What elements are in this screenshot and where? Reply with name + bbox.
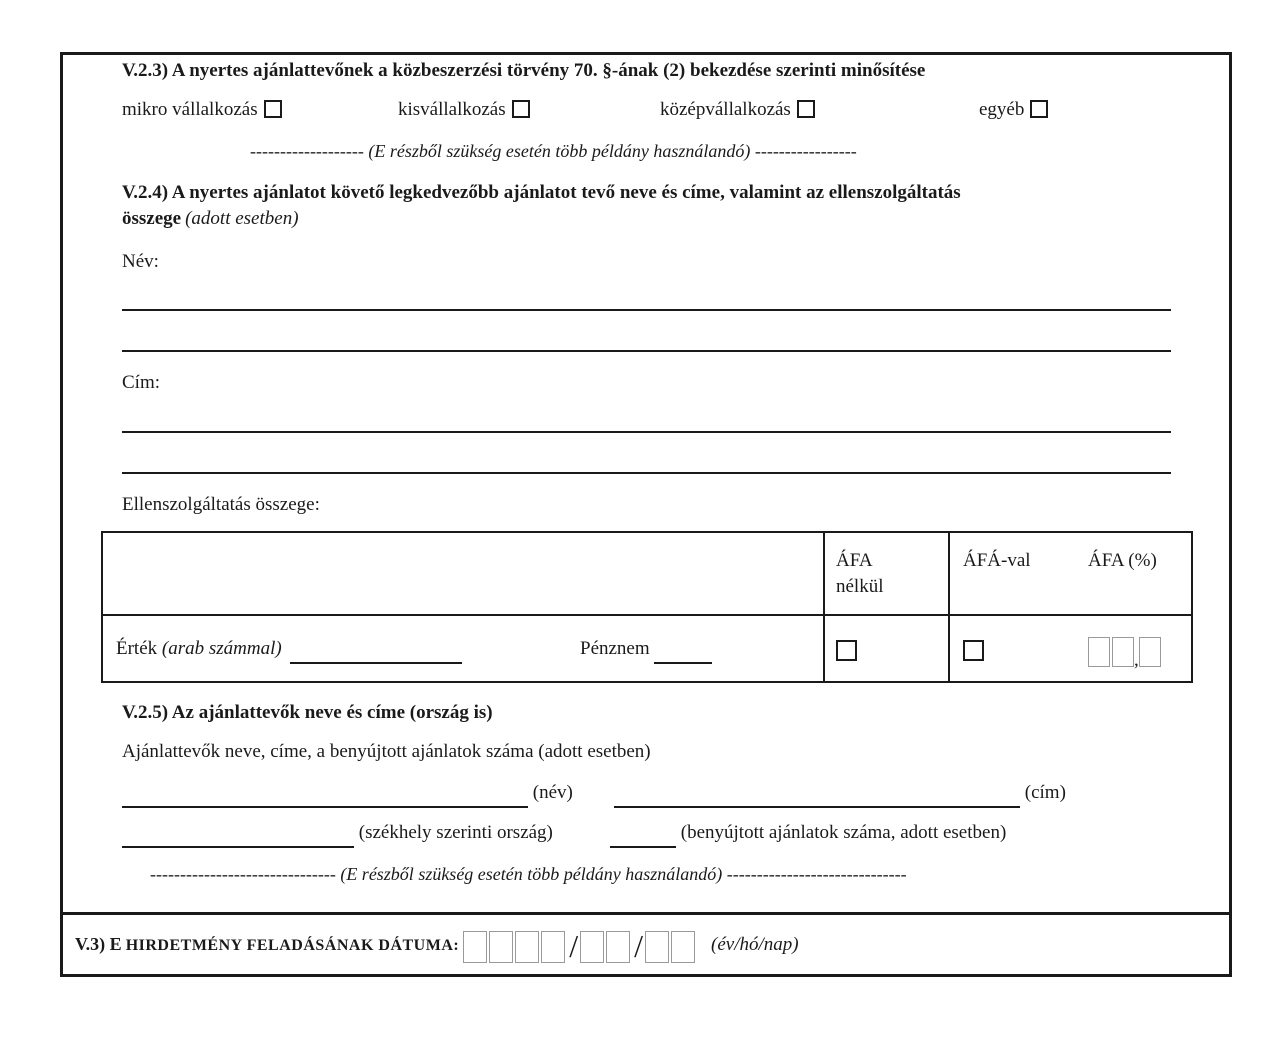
col-afa-nelkul-line1: ÁFA <box>836 550 873 571</box>
address-line-1[interactable] <box>122 431 1171 433</box>
orszag-label: (székhely szerinti ország) <box>358 822 553 843</box>
option-mikro <box>122 99 282 121</box>
option-egyeb-checkbox[interactable] <box>1030 100 1048 118</box>
name-line-1[interactable] <box>122 309 1171 311</box>
option-kozep <box>660 99 815 121</box>
afa-pct-comma: , <box>1134 649 1139 671</box>
ertek-label: Érték <box>116 638 158 659</box>
cim-label: (cím) <box>1024 782 1066 803</box>
afa-pct-digit-2[interactable] <box>1112 637 1134 667</box>
szam-label: (benyújtott ajánlatok száma, adott esetben) <box>680 822 1007 843</box>
penznem-row <box>580 638 712 664</box>
date-day-2[interactable] <box>671 931 695 963</box>
v3-prefix: V.3) E <box>75 934 122 955</box>
amount-table <box>101 531 1193 683</box>
option-kis <box>398 99 530 121</box>
afa-nelkul-checkbox[interactable] <box>836 640 857 661</box>
nev-input-line[interactable] <box>122 784 528 808</box>
afa-pct-digit-3[interactable] <box>1139 637 1161 667</box>
date-year-2[interactable] <box>489 931 513 963</box>
szam-input-line[interactable] <box>610 824 676 848</box>
option-mikro-label: mikro vállalkozás <box>122 99 258 120</box>
name-line-2[interactable] <box>122 350 1171 352</box>
name-label: Név: <box>122 251 159 272</box>
v23-repeat-note: ------------------- (E részből szükség esetén több példány használandó) ----------------- <box>250 141 857 161</box>
penznem-input-line[interactable] <box>654 640 712 664</box>
ertek-note: (arab számmal) <box>161 638 282 659</box>
date-month-2[interactable] <box>606 931 630 963</box>
option-kozep-checkbox[interactable] <box>797 100 815 118</box>
col-afa-nelkul-line2: nélkül <box>836 576 884 597</box>
v24-title2: összege <box>122 208 182 229</box>
date-month-1[interactable] <box>580 931 604 963</box>
option-kis-label: kisvállalkozás <box>398 99 506 120</box>
date-year-1[interactable] <box>463 931 487 963</box>
cim-row <box>614 782 1066 808</box>
date-year-4[interactable] <box>541 931 565 963</box>
address-label: Cím: <box>122 372 161 393</box>
v24-title: V.2.4) A nyertes ajánlatot követő legkedvezőbb ajánlatot tevő neve és címe, valamint az ellenszolgáltatás <box>122 182 961 203</box>
option-kis-checkbox[interactable] <box>512 100 530 118</box>
v25-subtitle: Ajánlattevők neve, címe, a benyújtott ajánlatok száma (adott esetben) <box>122 741 651 762</box>
v24-title-note: (adott esetben) <box>185 208 299 229</box>
option-mikro-checkbox[interactable] <box>264 100 282 118</box>
v3-row <box>75 928 799 965</box>
orszag-row <box>122 822 553 848</box>
date-slash-1: / <box>569 928 579 964</box>
v24-title-line2 <box>122 208 299 230</box>
address-line-2[interactable] <box>122 472 1171 474</box>
date-slash-2: / <box>634 928 643 964</box>
col-afa-val: ÁFÁ-val <box>963 550 1031 571</box>
ertek-input-line[interactable] <box>290 640 462 664</box>
ertek-row <box>116 638 462 664</box>
cim-input-line[interactable] <box>614 784 1020 808</box>
afa-pct-boxes <box>1088 637 1163 672</box>
section-divider <box>60 912 1232 915</box>
date-year-3[interactable] <box>515 931 539 963</box>
v25-title: V.2.5) Az ajánlattevők neve és címe (ország is) <box>122 702 493 723</box>
afa-val-checkbox[interactable] <box>963 640 984 661</box>
date-day-1[interactable] <box>645 931 669 963</box>
szam-row <box>610 822 1006 848</box>
nev-label: (név) <box>532 782 573 803</box>
afa-pct-digit-1[interactable] <box>1088 637 1110 667</box>
table-col-divider-2 <box>948 533 950 681</box>
date-format: (év/hó/nap) <box>711 934 799 956</box>
v3-title: HIRDETMÉNY FELADÁSÁNAK DÁTUMA: <box>125 937 460 955</box>
option-egyeb-label: egyéb <box>979 99 1025 120</box>
col-afa-pct: ÁFA (%) <box>1088 550 1157 571</box>
amount-label: Ellenszolgáltatás összege: <box>122 494 320 515</box>
v23-title: V.2.3) A nyertes ajánlattevőnek a közbeszerzési törvény 70. §-ának (2) bekezdése szerinti minősítése <box>122 60 926 81</box>
v25-repeat-note: ------------------------------- (E részből szükség esetén több példány használandó) ------------------------------ <box>150 864 907 884</box>
orszag-input-line[interactable] <box>122 824 354 848</box>
option-egyeb <box>979 99 1048 121</box>
option-kozep-label: középvállalkozás <box>660 99 791 120</box>
table-row-divider <box>103 614 1191 616</box>
penznem-label: Pénznem <box>580 638 650 659</box>
table-col-divider-1 <box>823 533 825 681</box>
nev-row <box>122 782 573 808</box>
